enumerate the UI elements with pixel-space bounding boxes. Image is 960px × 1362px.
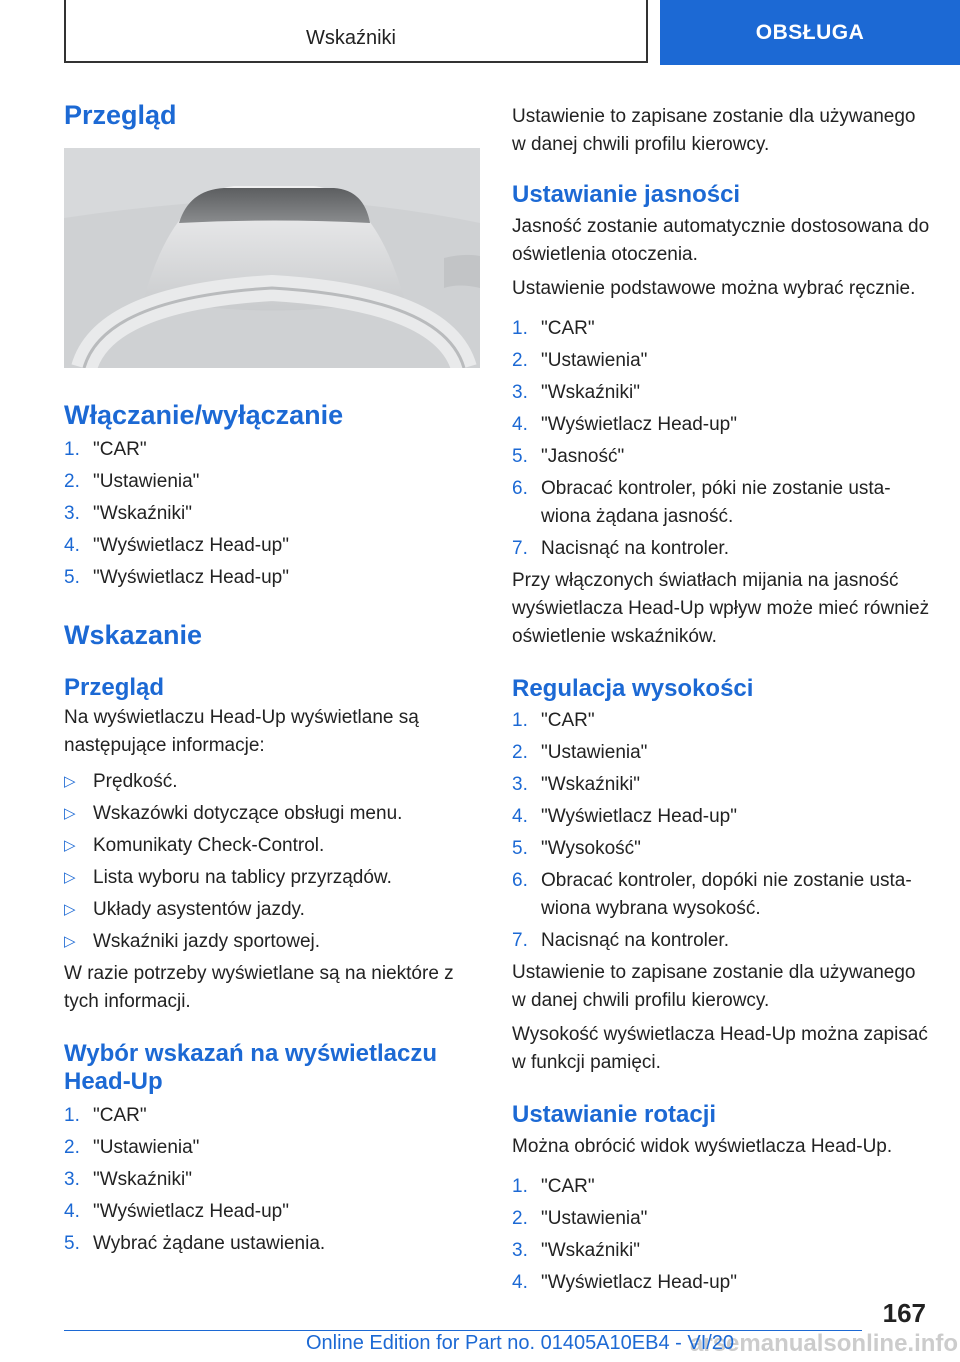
height-steps <box>512 707 932 955</box>
brightness-text-1: Jasność zostanie automatycznie dostosowana do oświetlenia otoczenia. <box>512 216 930 265</box>
section-title-brightness: Ustawianie jasności <box>512 181 741 208</box>
step-text: "Wyświetlacz Head-up" <box>93 535 289 556</box>
step-item <box>512 739 932 767</box>
step-number: 7. <box>512 930 528 951</box>
subsection-title-overview: Przegląd <box>64 674 165 701</box>
step-item <box>64 1134 482 1162</box>
section-title-selection: Wybór wskazań na wyświetlaczu Head-Up <box>64 1040 438 1095</box>
step-number: 4. <box>512 1272 528 1293</box>
display-note: W razie potrzeby wyświetlane są na niektóre z tych informacji. <box>64 963 454 1012</box>
bullet-item <box>64 768 482 796</box>
step-text: "Ustawienia" <box>541 1208 648 1229</box>
step-number: 1. <box>512 318 528 339</box>
step-item <box>512 315 932 343</box>
step-text: "Wysokość" <box>541 838 641 859</box>
step-number: 1. <box>64 439 80 460</box>
step-number: 4. <box>64 1201 80 1222</box>
bullet-triangle-icon: ▷ <box>64 933 76 950</box>
step-number: 7. <box>512 538 528 559</box>
step-item <box>64 1166 482 1194</box>
section-title-display: Wskazanie <box>64 620 203 650</box>
bullet-triangle-icon: ▷ <box>64 773 76 790</box>
step-number: 5. <box>64 1233 80 1254</box>
selection-steps <box>64 1102 482 1258</box>
step-number: 3. <box>512 1240 528 1261</box>
step-item <box>512 803 932 831</box>
bullet-item <box>64 896 482 924</box>
step-item <box>64 500 482 528</box>
step-item <box>64 1102 482 1130</box>
step-item <box>512 411 932 439</box>
step-item <box>64 468 482 496</box>
step-text: "Wyświetlacz Head-up" <box>541 806 737 827</box>
step-item <box>64 436 482 464</box>
step-number: 2. <box>64 1137 80 1158</box>
step-number: 3. <box>512 382 528 403</box>
step-text: "Ustawienia" <box>541 742 648 763</box>
watermark-text: arsemanualsonline.info <box>690 1330 959 1357</box>
bullet-text: Wskazówki dotyczące obsługi menu. <box>93 803 403 824</box>
bullet-item <box>64 832 482 860</box>
section-title-on-off: Włączanie/wyłączanie <box>64 400 344 430</box>
step-item <box>512 707 932 735</box>
step-text: "Wskaźniki" <box>541 774 640 795</box>
step-number: 4. <box>64 535 80 556</box>
profile-note: Ustawienie to zapisane zostanie dla używanego w danej chwili profilu kierowcy. <box>512 106 916 155</box>
step-text: Obracać kontroler, póki nie zostanie usta-wiona żądana jasność. <box>541 478 891 527</box>
brightness-steps <box>512 315 932 563</box>
step-text: "Wyświetlacz Head-up" <box>541 1272 737 1293</box>
step-item <box>512 1237 932 1265</box>
step-text: "CAR" <box>93 1105 147 1126</box>
step-text: "Ustawienia" <box>93 1137 200 1158</box>
on-off-steps <box>64 436 482 592</box>
step-item <box>512 835 932 863</box>
display-info-list <box>64 768 482 956</box>
step-number: 6. <box>512 478 528 499</box>
step-number: 2. <box>512 1208 528 1229</box>
step-text: "Wyświetlacz Head-up" <box>93 567 289 588</box>
header-left-box <box>64 0 648 63</box>
height-note-2: Wysokość wyświetlacza Head-Up można zapisać w funkcji pamięci. <box>512 1024 928 1073</box>
brightness-text-2: Ustawienie podstawowe można wybrać ręcznie. <box>512 278 916 299</box>
bullet-item <box>64 928 482 956</box>
bullet-item <box>64 800 482 828</box>
step-text: Wybrać żądane ustawienia. <box>93 1233 326 1254</box>
left-column <box>64 98 482 1258</box>
step-text: "Ustawienia" <box>93 471 200 492</box>
header-chapter-tab <box>660 0 960 65</box>
step-number: 3. <box>512 774 528 795</box>
step-item <box>64 564 482 592</box>
bullet-text: Prędkość. <box>93 771 178 792</box>
step-text: "Wskaźniki" <box>541 1240 640 1261</box>
step-text: Obracać kontroler, dopóki nie zostanie usta-wiona wybrana wysokość. <box>541 870 912 919</box>
section-title-height: Regulacja wysokości <box>512 675 754 702</box>
header-chapter-label: OBSŁUGA <box>755 20 865 44</box>
step-item <box>512 347 932 375</box>
step-number: 2. <box>512 350 528 371</box>
step-text: "CAR" <box>541 710 595 731</box>
rotation-steps <box>512 1173 932 1297</box>
head-up-display-photo <box>64 148 480 368</box>
step-text: Nacisnąć na kontroler. <box>541 930 729 951</box>
step-text: "CAR" <box>541 318 595 339</box>
step-number: 1. <box>64 1105 80 1126</box>
step-text: "Wskaźniki" <box>93 1169 192 1190</box>
bullet-text: Lista wyboru na tablicy przyrządów. <box>93 867 392 888</box>
step-item <box>512 1269 932 1297</box>
step-number: 3. <box>64 503 80 524</box>
step-number: 5. <box>512 446 528 467</box>
section-title-rotation: Ustawianie rotacji <box>512 1101 717 1128</box>
step-number: 2. <box>512 742 528 763</box>
step-text: "CAR" <box>93 439 147 460</box>
step-text: "Jasność" <box>541 446 625 467</box>
step-item <box>64 1198 482 1226</box>
header-section: Wskaźniki <box>305 27 396 49</box>
page-number: 167 <box>882 1298 926 1328</box>
step-number: 4. <box>512 414 528 435</box>
footer-edition: Online Edition for Part no. 01405A10EB4 - VI/20 <box>306 1332 735 1354</box>
right-column <box>512 103 932 1297</box>
height-note-1: Ustawienie to zapisane zostanie dla używanego w danej chwili profilu kierowcy. <box>512 962 916 1011</box>
step-number: 3. <box>64 1169 80 1190</box>
step-number: 1. <box>512 1176 528 1197</box>
bullet-item <box>64 864 482 892</box>
step-item <box>64 1230 482 1258</box>
step-item <box>512 1173 932 1201</box>
step-number: 4. <box>512 806 528 827</box>
dashboard-illustration <box>64 148 480 368</box>
bullet-text: Komunikaty Check-Control. <box>93 835 325 856</box>
bullet-triangle-icon: ▷ <box>64 869 76 886</box>
bullet-triangle-icon: ▷ <box>64 805 76 822</box>
step-item <box>512 927 932 955</box>
rotation-text: Można obrócić widok wyświetlacza Head-Up. <box>512 1136 893 1157</box>
brightness-note: Przy włączonych światłach mijania na jasność wyświetlacza Head-Up wpływ może mieć również oświetlenie wskaźników. <box>512 570 930 647</box>
step-text: "Wyświetlacz Head-up" <box>93 1201 289 1222</box>
display-intro: Na wyświetlaczu Head-Up wyświetlane są następujące informacje: <box>64 707 419 756</box>
step-number: 5. <box>512 838 528 859</box>
step-item <box>512 867 932 923</box>
page-title: Przegląd <box>64 100 177 130</box>
step-item <box>512 379 932 407</box>
step-number: 1. <box>512 710 528 731</box>
step-number: 2. <box>64 471 80 492</box>
step-item <box>512 475 932 531</box>
step-number: 5. <box>64 567 80 588</box>
step-item <box>512 535 932 563</box>
step-text: "Wyświetlacz Head-up" <box>541 414 737 435</box>
bullet-text: Wskaźniki jazdy sportowej. <box>93 931 321 952</box>
step-item <box>512 771 932 799</box>
step-number: 6. <box>512 870 528 891</box>
step-text: "CAR" <box>541 1176 595 1197</box>
step-item <box>64 532 482 560</box>
bullet-triangle-icon: ▷ <box>64 837 76 854</box>
step-text: "Ustawienia" <box>541 350 648 371</box>
step-text: "Wskaźniki" <box>541 382 640 403</box>
bullet-triangle-icon: ▷ <box>64 901 76 918</box>
step-item <box>512 1205 932 1233</box>
step-item <box>512 443 932 471</box>
bullet-text: Układy asystentów jazdy. <box>93 899 305 920</box>
step-text: Nacisnąć na kontroler. <box>541 538 729 559</box>
step-text: "Wskaźniki" <box>93 503 192 524</box>
